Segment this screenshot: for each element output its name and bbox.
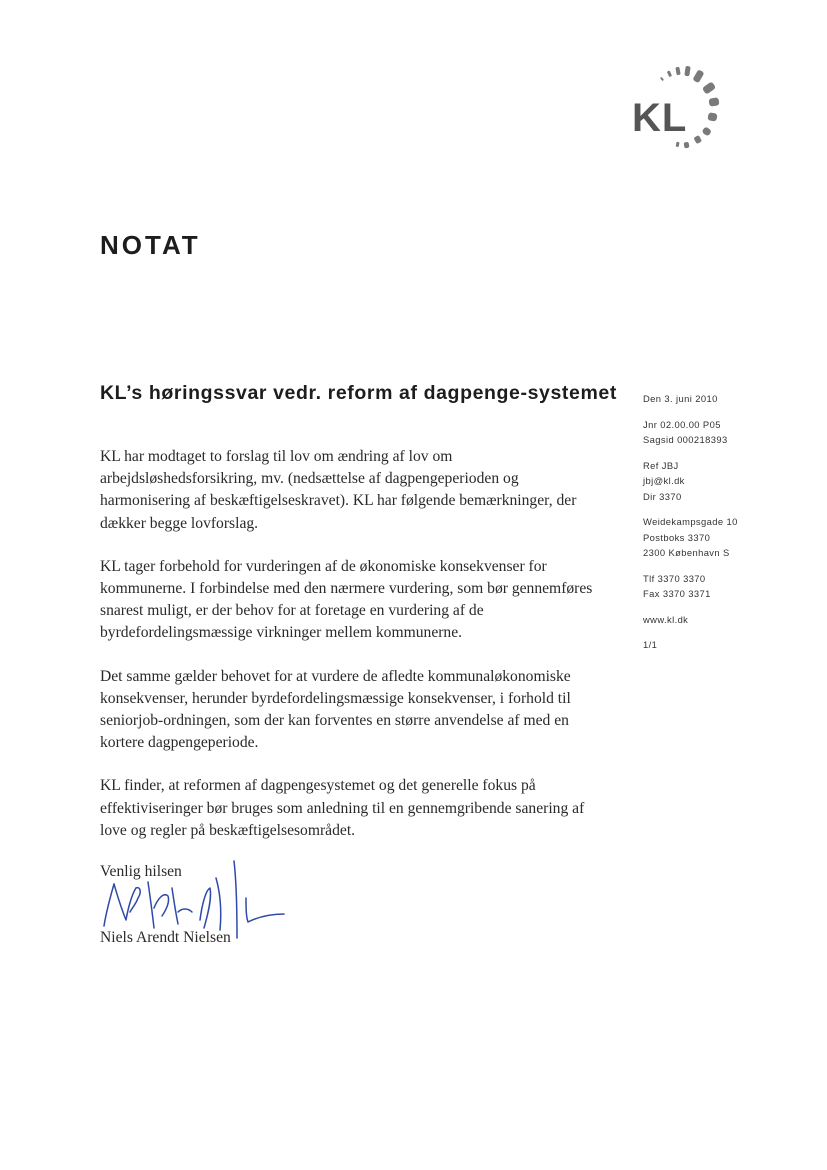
street-address: Weidekampsgade 10 <box>643 516 738 527</box>
fax: Fax 3370 3371 <box>643 588 711 599</box>
kl-logo <box>628 60 738 170</box>
contact-email: jbj@kl.dk <box>643 475 685 486</box>
paragraph: Det samme gælder behovet for at vurdere de afledte kommunaløkonomiske konsekvenser, herunder byrdefordelingsmæssige konsekvenser, i forhold til seniorjob-ordningen, som der kan forventes en større anvendelse af med en kortere dagpengeperiode. <box>100 667 571 752</box>
signer-name: Niels Arendt Nielsen <box>100 929 231 946</box>
document-date: Den 3. juni 2010 <box>643 393 718 404</box>
closing-greeting: Venlig hilsen <box>100 863 182 880</box>
body-text <box>100 446 612 863</box>
paragraph: KL tager forbehold for vurderingen af de økonomiske konsekvenser for kommunerne. I forbindelse med den nærmere vurdering, som bør gennemføres snarest muligt, er der behov for at foretage en vurdering af de byrdefordelingsmæssige virkninger mellem kommunerne. <box>100 557 593 642</box>
phone: Tlf 3370 3370 <box>643 572 706 584</box>
reference: Ref JBJ <box>643 459 679 471</box>
paragraph: KL finder, at reformen af dagpengesystemet og det generelle fokus på effektiviseringer bør bruges som anledning til en gennemgribende sanering af love og regler på beskæftigelsesområdet. <box>100 777 585 839</box>
city: 2300 København S <box>643 547 730 558</box>
document-heading: NOTAT <box>100 230 201 260</box>
logo-text: KL <box>632 96 688 140</box>
page-number: 1/1 <box>643 639 658 650</box>
website: www.kl.dk <box>643 613 689 625</box>
paragraph: KL har modtaget to forslag til lov om ændring af lov om arbejdsløshedsforsikring, mv. (nedsættelse af dagpengeperioden og harmonisering af beskæftigelseskravet). KL har følgende bemærkninger, der dækker begge lovforslag. <box>100 448 577 532</box>
sender-info-sidebar <box>643 391 793 663</box>
document-title: KL’s høringssvar vedr. reform af dagpenge-systemet <box>100 382 617 404</box>
postbox: Postboks 3370 <box>643 531 711 543</box>
direct-phone: Dir 3370 <box>643 490 682 502</box>
case-id: Sagsid 000218393 <box>643 434 728 445</box>
journal-number: Jnr 02.00.00 P05 <box>643 418 721 430</box>
